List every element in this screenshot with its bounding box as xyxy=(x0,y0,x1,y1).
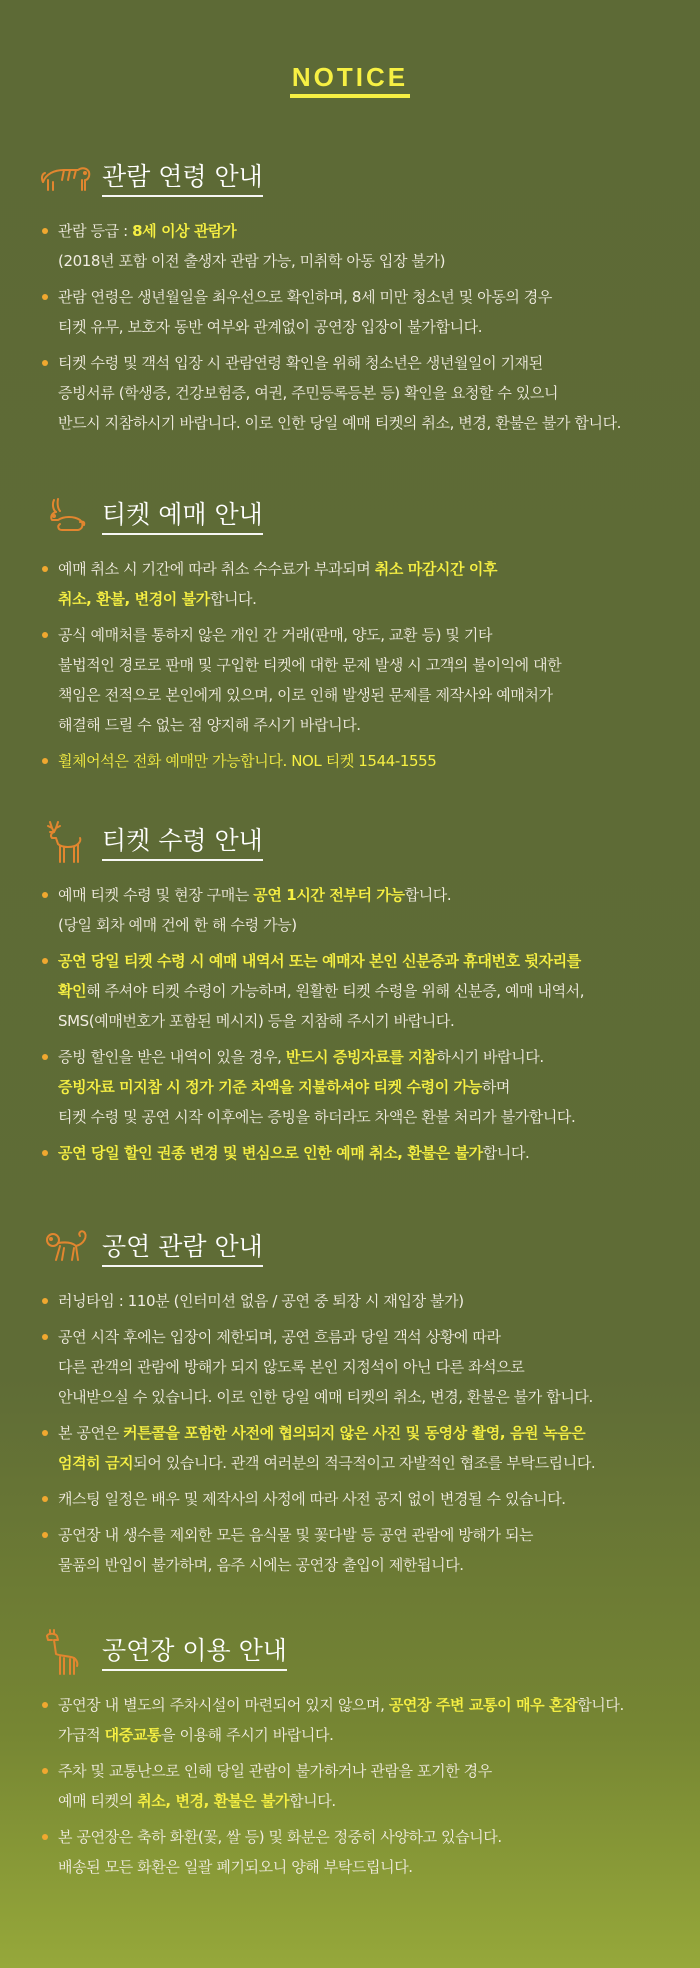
item-text: 하시기 바랍니다. xyxy=(436,1048,544,1066)
list-item xyxy=(40,746,680,776)
item-line xyxy=(58,408,680,438)
list-item xyxy=(40,620,680,740)
section-title: 공연 관람 안내 xyxy=(102,1231,263,1265)
item-line xyxy=(58,976,680,1006)
item-line xyxy=(58,282,680,312)
item-text: 예매 티켓 수령 및 현장 구매는 xyxy=(58,886,254,904)
list-item xyxy=(40,554,680,614)
section-header xyxy=(40,1226,680,1270)
highlight-text: 증빙자료 미지참 시 정가 기준 차액을 지불하셔야 티켓 수령이 가능 xyxy=(58,1078,482,1096)
highlight-text: 공연 당일 티켓 수령 시 예매 내역서 또는 예매자 본인 신분증과 휴대번호 뒷자리를 xyxy=(58,952,581,970)
item-text: 공연장 내 별도의 주차시설이 마련되어 있지 않으며, xyxy=(58,1696,389,1714)
item-text: 공연 시작 후에는 입장이 제한되며, 공연 흐름과 당일 객석 상황에 따라 xyxy=(58,1328,501,1346)
item-line xyxy=(58,1550,680,1580)
list-item xyxy=(40,946,680,1036)
item-text: 티켓 유무, 보호자 동반 여부와 관계없이 공연장 입장이 불가합니다. xyxy=(58,318,483,336)
highlight-text: 공연 당일 할인 권종 변경 및 변심으로 인한 예매 취소, 환불은 불가 xyxy=(58,1144,483,1162)
section-title: 공연장 이용 안내 xyxy=(102,1635,287,1669)
item-text: SMS(예매번호가 포함된 메시지) 등을 지참해 주시기 바랍니다. xyxy=(58,1012,455,1030)
item-text: 되어 있습니다. 관객 여러분의 적극적이고 자발적인 협조를 부탁드립니다. xyxy=(133,1454,596,1472)
item-line xyxy=(58,910,680,940)
item-text: 을 이용해 주시기 바랍니다. xyxy=(161,1726,334,1744)
item-text: 물품의 반입이 불가하며, 음주 시에는 공연장 출입이 제한됩니다. xyxy=(58,1556,464,1574)
item-text: 본 공연은 xyxy=(58,1424,124,1442)
section-title: 관람 연령 안내 xyxy=(102,161,263,195)
list-item xyxy=(40,1138,680,1168)
list-item xyxy=(40,282,680,342)
section-title: 티켓 예매 안내 xyxy=(102,499,263,533)
item-line xyxy=(58,584,680,614)
list-item xyxy=(40,216,680,276)
item-line xyxy=(58,1352,680,1382)
item-line xyxy=(58,1006,680,1036)
list-item xyxy=(40,1520,680,1580)
monkey-icon xyxy=(40,1226,94,1270)
item-text: 공식 예매처를 통하지 않은 개인 간 거래(판매, 양도, 교환 등) 및 기타 xyxy=(58,626,493,644)
item-line xyxy=(58,880,680,910)
item-text: 합니다. xyxy=(209,590,257,608)
item-line xyxy=(58,246,680,276)
section-age-guide xyxy=(40,156,680,444)
section-ticket-booking xyxy=(40,494,680,782)
item-text: 캐스팅 일정은 배우 및 제작사의 사정에 따라 사전 공지 없이 변경될 수 있습니다. xyxy=(58,1490,566,1508)
giraffe-icon xyxy=(40,1630,94,1674)
item-line xyxy=(58,216,680,246)
item-line xyxy=(58,1484,680,1514)
section-ticket-pickup xyxy=(40,820,680,1174)
item-text: 가급적 xyxy=(58,1726,105,1744)
list-item xyxy=(40,1484,680,1514)
notice-title: NOTICE xyxy=(290,64,410,98)
item-text: 티켓 수령 및 공연 시작 이후에는 증빙을 하더라도 차액은 환불 처리가 불가합니다. xyxy=(58,1108,576,1126)
item-text: (당일 회차 예매 건에 한 해 수령 가능) xyxy=(58,916,297,934)
highlight-text: 대중교통 xyxy=(104,1726,162,1744)
list-item xyxy=(40,1042,680,1132)
section-performance-guide xyxy=(40,1226,680,1586)
item-line xyxy=(58,554,680,584)
list-item xyxy=(40,880,680,940)
item-line xyxy=(58,1138,680,1168)
item-line xyxy=(58,650,680,680)
highlight-text: 취소 마감시간 이후 xyxy=(374,560,498,578)
list-item xyxy=(40,1418,680,1478)
item-line xyxy=(58,378,680,408)
highlight-text: 커튼콜을 포함한 사전에 협의되지 않은 사진 및 동영상 촬영, 음원 녹음은 xyxy=(123,1424,586,1442)
item-text: 공연장 내 생수를 제외한 모든 음식물 및 꽃다발 등 공연 관람에 방해가 되는 xyxy=(58,1526,534,1544)
item-line xyxy=(58,1786,680,1816)
item-text: 다른 관객의 관람에 방해가 되지 않도록 본인 지정석이 아닌 다른 좌석으로 xyxy=(58,1358,525,1376)
item-line xyxy=(58,1286,680,1316)
highlight-text: 반드시 증빙자료를 지참 xyxy=(285,1048,437,1066)
section-header xyxy=(40,820,680,864)
highlight-text: 공연 1시간 전부터 가능 xyxy=(253,886,405,904)
item-text: 관람 등급 : xyxy=(58,222,133,240)
item-text: 합니다. xyxy=(577,1696,624,1714)
item-line xyxy=(58,1072,680,1102)
section-items xyxy=(40,1690,680,1882)
item-line xyxy=(58,1102,680,1132)
item-text: 티켓 수령 및 객석 입장 시 관람연령 확인을 위해 청소년은 생년월일이 기재된 xyxy=(58,354,543,372)
deer-icon xyxy=(40,820,94,864)
item-line xyxy=(58,1322,680,1352)
item-line xyxy=(58,1042,680,1072)
highlight-text: 8세 이상 관람가 xyxy=(132,222,237,240)
item-line xyxy=(58,620,680,650)
highlight-text: 확인 xyxy=(58,982,87,1000)
list-item xyxy=(40,1322,680,1412)
item-text: 하며 xyxy=(481,1078,511,1096)
item-text: 해 주셔야 티켓 수령이 가능하며, 원활한 티켓 수령을 위해 신분증, 예매 내역서, xyxy=(86,982,585,1000)
item-line xyxy=(58,1756,680,1786)
section-items xyxy=(40,880,680,1168)
item-text: 관람 연령은 생년월일을 최우선으로 확인하며, 8세 미만 청소년 및 아동의 경우 xyxy=(58,288,552,306)
section-venue-guide xyxy=(40,1630,680,1888)
item-line xyxy=(58,1720,680,1750)
list-item xyxy=(40,1690,680,1750)
item-text: 합니다. xyxy=(404,886,452,904)
list-item xyxy=(40,348,680,438)
item-text: 증빙서류 (학생증, 건강보험증, 여권, 주민등록등본 등) 확인을 요청할 수 있으니 xyxy=(58,384,559,402)
highlight-text: 공연장 주변 교통이 매우 혼잡 xyxy=(388,1696,578,1714)
item-text: 휠체어석은 전화 예매만 가능합니다. NOL 티켓 1544-1555 xyxy=(58,752,437,770)
item-text: 예매 취소 시 기간에 따라 취소 수수료가 부과되며 xyxy=(58,560,375,578)
item-text: 본 공연장은 축하 화환(꽃, 쌀 등) 및 화분은 정중히 사양하고 있습니다. xyxy=(58,1828,502,1846)
list-item xyxy=(40,1756,680,1816)
item-line xyxy=(58,1520,680,1550)
item-line xyxy=(58,1690,680,1720)
item-line xyxy=(58,1822,680,1852)
item-text: 배송된 모든 화환은 일괄 폐기되오니 양해 부탁드립니다. xyxy=(58,1858,413,1876)
item-line xyxy=(58,946,680,976)
section-header xyxy=(40,1630,680,1674)
section-items xyxy=(40,554,680,776)
section-header xyxy=(40,494,680,538)
item-text: 러닝타임 : 110분 (인터미션 없음 / 공연 중 퇴장 시 재입장 불가) xyxy=(58,1292,464,1310)
item-text: 증빙 할인을 받은 내역이 있을 경우, xyxy=(58,1048,286,1066)
highlight-text: 취소, 환불, 변경이 불가 xyxy=(58,590,210,608)
item-text: (2018년 포함 이전 출생자 관람 가능, 미취학 아동 입장 불가) xyxy=(58,252,446,270)
item-line xyxy=(58,746,680,776)
section-items xyxy=(40,1286,680,1580)
item-text: 책임은 전적으로 본인에게 있으며, 이로 인해 발생된 문제를 제작사와 예매처가 xyxy=(58,686,553,704)
item-line xyxy=(58,1852,680,1882)
item-text: 반드시 지참하시기 바랍니다. 이로 인한 당일 예매 티켓의 취소, 변경, 환불은 불가 합니다. xyxy=(58,414,622,432)
item-text: 주차 및 교통난으로 인해 당일 관람이 불가하거나 관람을 포기한 경우 xyxy=(58,1762,492,1780)
item-line xyxy=(58,1418,680,1448)
section-title: 티켓 수령 안내 xyxy=(102,825,263,859)
rabbit-icon xyxy=(40,494,94,538)
section-header xyxy=(40,156,680,200)
item-text: 안내받으실 수 있습니다. 이로 인한 당일 예매 티켓의 취소, 변경, 환불은 불가 합니다. xyxy=(58,1388,593,1406)
item-text: 불법적인 경로로 판매 및 구입한 티켓에 대한 문제 발생 시 고객의 불이익에 대한 xyxy=(58,656,562,674)
highlight-text: 취소, 변경, 환불은 불가 xyxy=(137,1792,290,1810)
item-text: 해결해 드릴 수 없는 점 양지해 주시기 바랍니다. xyxy=(58,716,361,734)
item-line xyxy=(58,348,680,378)
list-item xyxy=(40,1286,680,1316)
item-line xyxy=(58,710,680,740)
item-text: 합니다. xyxy=(289,1792,336,1810)
highlight-text: 엄격히 금지 xyxy=(58,1454,134,1472)
notice-header xyxy=(0,64,700,98)
section-items xyxy=(40,216,680,438)
list-item xyxy=(40,1822,680,1882)
item-line xyxy=(58,312,680,342)
tiger-icon xyxy=(40,156,94,200)
item-text: 합니다. xyxy=(482,1144,530,1162)
item-line xyxy=(58,680,680,710)
item-line xyxy=(58,1448,680,1478)
item-text: 예매 티켓의 xyxy=(58,1792,138,1810)
item-line xyxy=(58,1382,680,1412)
